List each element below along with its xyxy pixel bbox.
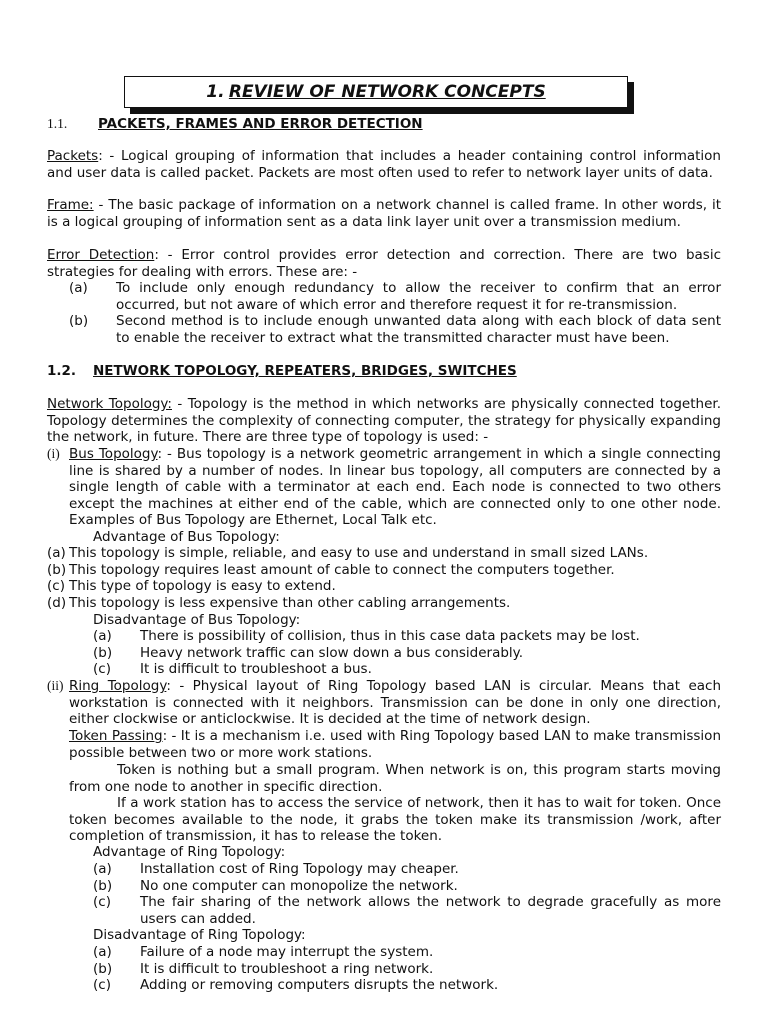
ring-disadvantage-list <box>93 944 721 994</box>
ring-disadvantage-heading: Disadvantage of Ring Topology: <box>93 927 306 943</box>
frame-paragraph <box>47 197 721 230</box>
definition: - Topology is the method in which networks are physically connected together. Topology determines the complexity of connecting computer, the strategy for physically expanding the network, in future. There are three type of topology is used: - <box>47 396 721 446</box>
item-label: (ii) <box>47 678 64 693</box>
item-text: There is possibility of collision, thus in this case data packets may be lost. <box>140 628 640 644</box>
definition: : - Bus topology is a network geometric arrangement in which a single connecting line is shared by a number of nodes. In linear bus topology, all computers are connected by a single length of cable with a terminator at each end. Each node is connected to two others except the machines at either end of the cable, which are connected only to one other node. Examples of Bus Topology are Ethernet, Local Talk etc. <box>69 446 721 529</box>
network-topology-paragraph <box>47 396 721 446</box>
item-text: This topology is simple, reliable, and easy to use and understand in small sized LANs. <box>69 545 649 561</box>
token-paragraph-2: Token is nothing but a small program. When network is on, this program starts moving from one node to another in specific direction. <box>69 762 721 795</box>
list-item <box>93 944 721 961</box>
bus-topology-item <box>47 446 721 529</box>
term: Ring Topology <box>69 678 167 694</box>
item-label: (b) <box>93 644 113 661</box>
list-item <box>93 645 721 662</box>
item-text: The fair sharing of the network allows the network to degrade gracefully as more users can added. <box>140 894 721 927</box>
item-text: Adding or removing computers disrupts the network. <box>140 977 499 994</box>
error-strategy-list <box>69 280 721 346</box>
list-item <box>47 578 721 595</box>
section-1-1-heading <box>47 116 423 133</box>
page-title: REVIEW OF NETWORK CONCEPTS <box>228 81 546 102</box>
section-number: 1.2. <box>47 363 77 379</box>
item-label: (a) <box>69 280 88 296</box>
definition: : - Error control provides error detection and correction. There are two basic strategies for dealing with errors. These are: - <box>47 247 722 280</box>
item-label: (i) <box>47 446 60 461</box>
item-label: (a) <box>93 944 112 960</box>
section-1-2-heading <box>47 363 517 380</box>
item-text: No one computer can monopolize the network. <box>140 877 458 894</box>
item-text: To include only enough redundancy to allow the receiver to confirm that an error occurred, but not aware of which error and therefore request it for re-transmission. <box>116 280 721 313</box>
list-item <box>93 661 721 678</box>
error-detection-paragraph <box>47 247 721 280</box>
item-text: This topology is less expensive than other cabling arrangements. <box>69 594 511 611</box>
list-item <box>69 280 721 313</box>
item-text: This topology requires least amount of cable to connect the computers together. <box>69 561 615 578</box>
list-item <box>47 545 721 562</box>
section-title: PACKETS, FRAMES AND ERROR DETECTION <box>98 116 423 132</box>
list-item <box>93 977 721 994</box>
definition: : - Logical grouping of information that includes a header containing control information and user data is called packet. Packets are most often used to refer to network layer units of data. <box>47 148 721 181</box>
item-label: (c) <box>93 894 111 911</box>
item-label: (c) <box>47 578 65 595</box>
item-label: (c) <box>93 661 111 678</box>
title-box <box>124 76 628 108</box>
item-text: Heavy network traffic can slow down a bus considerably. <box>140 644 524 661</box>
bus-disadvantage-heading: Disadvantage of Bus Topology: <box>93 612 301 628</box>
item-text: It is difficult to troubleshoot a ring network. <box>140 960 434 977</box>
list-item <box>93 894 721 927</box>
item-label: (a) <box>93 628 112 644</box>
term: Token Passing <box>69 728 163 744</box>
term: Bus Topology <box>69 446 158 462</box>
item-label: (b) <box>47 561 67 578</box>
title-number: 1. <box>206 81 225 102</box>
ring-topology-entry <box>47 678 721 728</box>
item-text <box>69 678 721 728</box>
ring-topology-item <box>47 678 721 728</box>
token-passing-paragraph <box>69 728 721 761</box>
packets-paragraph <box>47 148 721 181</box>
item-label: (c) <box>93 977 111 994</box>
list-item <box>93 878 721 895</box>
item-label: (a) <box>93 861 112 877</box>
definition: : - Physical layout of Ring Topology based LAN is circular. Means that each workstation is connected with it neighbors. Transmission can be done in only one direction, either clockwise or anticlockwise. It is decided at the time of network design. <box>69 678 722 728</box>
ring-advantage-list <box>93 861 721 927</box>
item-text <box>69 446 721 529</box>
item-text: Failure of a node may interrupt the system. <box>140 944 434 960</box>
definition: : - It is a mechanism i.e. used with Ring Topology based LAN to make transmission possible between two or more work stations. <box>69 728 721 761</box>
term: Network Topology: <box>47 396 172 412</box>
term: Frame: <box>47 197 94 213</box>
list-item <box>93 861 721 878</box>
definition: - The basic package of information on a network channel is called frame. In other words, it is a logical grouping of information sent as a data link layer unit over a transmission medium. <box>47 197 721 230</box>
section-number: 1.1. <box>47 116 68 131</box>
section-title: NETWORK TOPOLOGY, REPEATERS, BRIDGES, SWITCHES <box>93 363 517 379</box>
item-label: (d) <box>47 594 67 611</box>
term: Error Detection <box>47 247 155 263</box>
list-item <box>47 595 721 612</box>
list-item <box>93 961 721 978</box>
bus-advantage-list <box>47 545 721 611</box>
item-text: Second method is to include enough unwanted data along with each block of data sent to enable the receiver to extract what the transmitted character must have been. <box>116 313 721 346</box>
list-item <box>93 628 721 645</box>
item-label: (b) <box>69 313 89 330</box>
bus-advantage-heading: Advantage of Bus Topology: <box>93 529 280 545</box>
item-label: (b) <box>93 960 113 977</box>
ring-advantage-heading: Advantage of Ring Topology: <box>93 844 286 860</box>
bus-disadvantage-list <box>93 628 721 678</box>
list-item <box>47 562 721 579</box>
list-item <box>69 313 721 346</box>
bus-topology-entry <box>47 446 721 529</box>
item-label: (a) <box>47 545 66 561</box>
item-text: This type of topology is easy to extend. <box>69 578 336 595</box>
item-text: Installation cost of Ring Topology may cheaper. <box>140 861 459 877</box>
term: Packets <box>47 148 99 164</box>
item-text: It is difficult to troubleshoot a bus. <box>140 661 372 678</box>
token-paragraph-3: If a work station has to access the service of network, then it has to wait for token. Once token becomes available to the node, it grabs the token make its transmission /work, after completion of transmission, it has to release the token. <box>69 795 721 845</box>
item-label: (b) <box>93 877 113 894</box>
